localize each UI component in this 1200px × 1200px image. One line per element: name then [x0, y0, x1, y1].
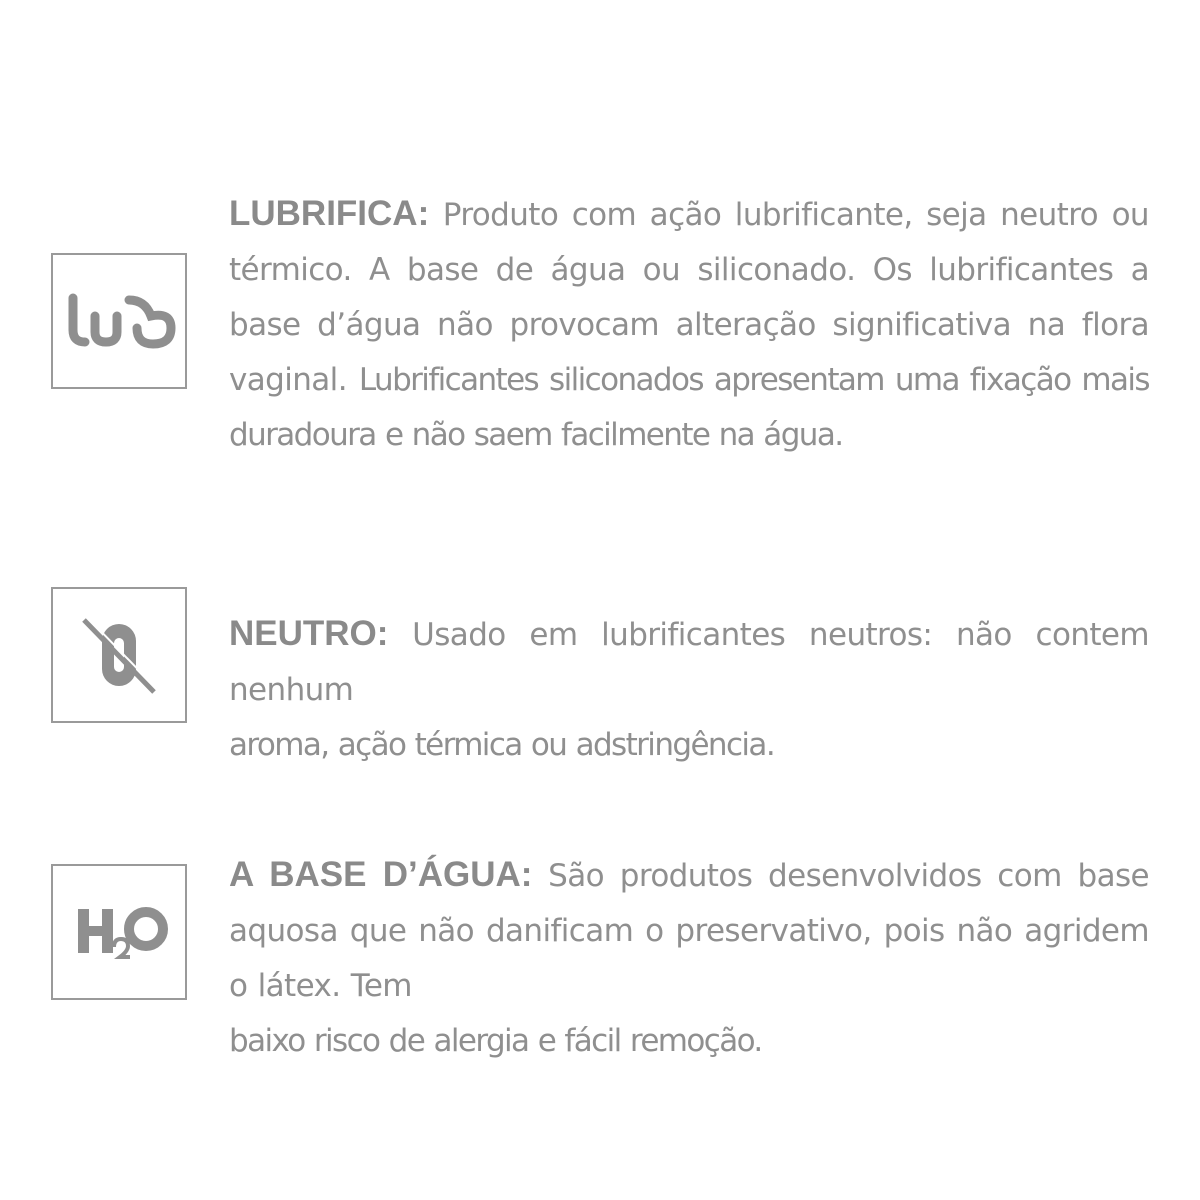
neutro-description: [229, 606, 1149, 773]
base-agua-text: São produtos desenvolvidos com base aquosa que não danificam o preservativo, pois não agridem o látex. Tem: [229, 858, 1149, 1004]
lubrifica-text-tail: Lubrificantes siliconados apresentam uma fixação mais duradoura e não saem facilmente na água.: [229, 362, 1149, 453]
base-agua-text-tail: baixo risco de alergia e fácil remoção.: [229, 1023, 762, 1059]
neutral-no-scent-icon: [51, 587, 187, 723]
h2o-icon: [51, 864, 187, 1000]
lub-icon: [51, 253, 187, 389]
neutro-text-tail: aroma, ação térmica ou adstringência.: [229, 727, 775, 763]
lubrifica-description: [229, 186, 1149, 463]
lubrifica-title: LUBRIFICA:: [229, 194, 430, 233]
neutro-text: Usado em lubrificantes neutros: não contem nenhum: [229, 617, 1149, 708]
base-agua-description: [229, 847, 1149, 1069]
lubrifica-text: Produto com ação lubrificante, seja neutro ou térmico. A base de água ou siliconado. Os lubrificantes a base d’água não provocam alteração significativa na flora vaginal.: [229, 197, 1149, 398]
neutro-title: NEUTRO:: [229, 614, 389, 653]
base-agua-title: A BASE D’ÁGUA:: [229, 855, 533, 894]
